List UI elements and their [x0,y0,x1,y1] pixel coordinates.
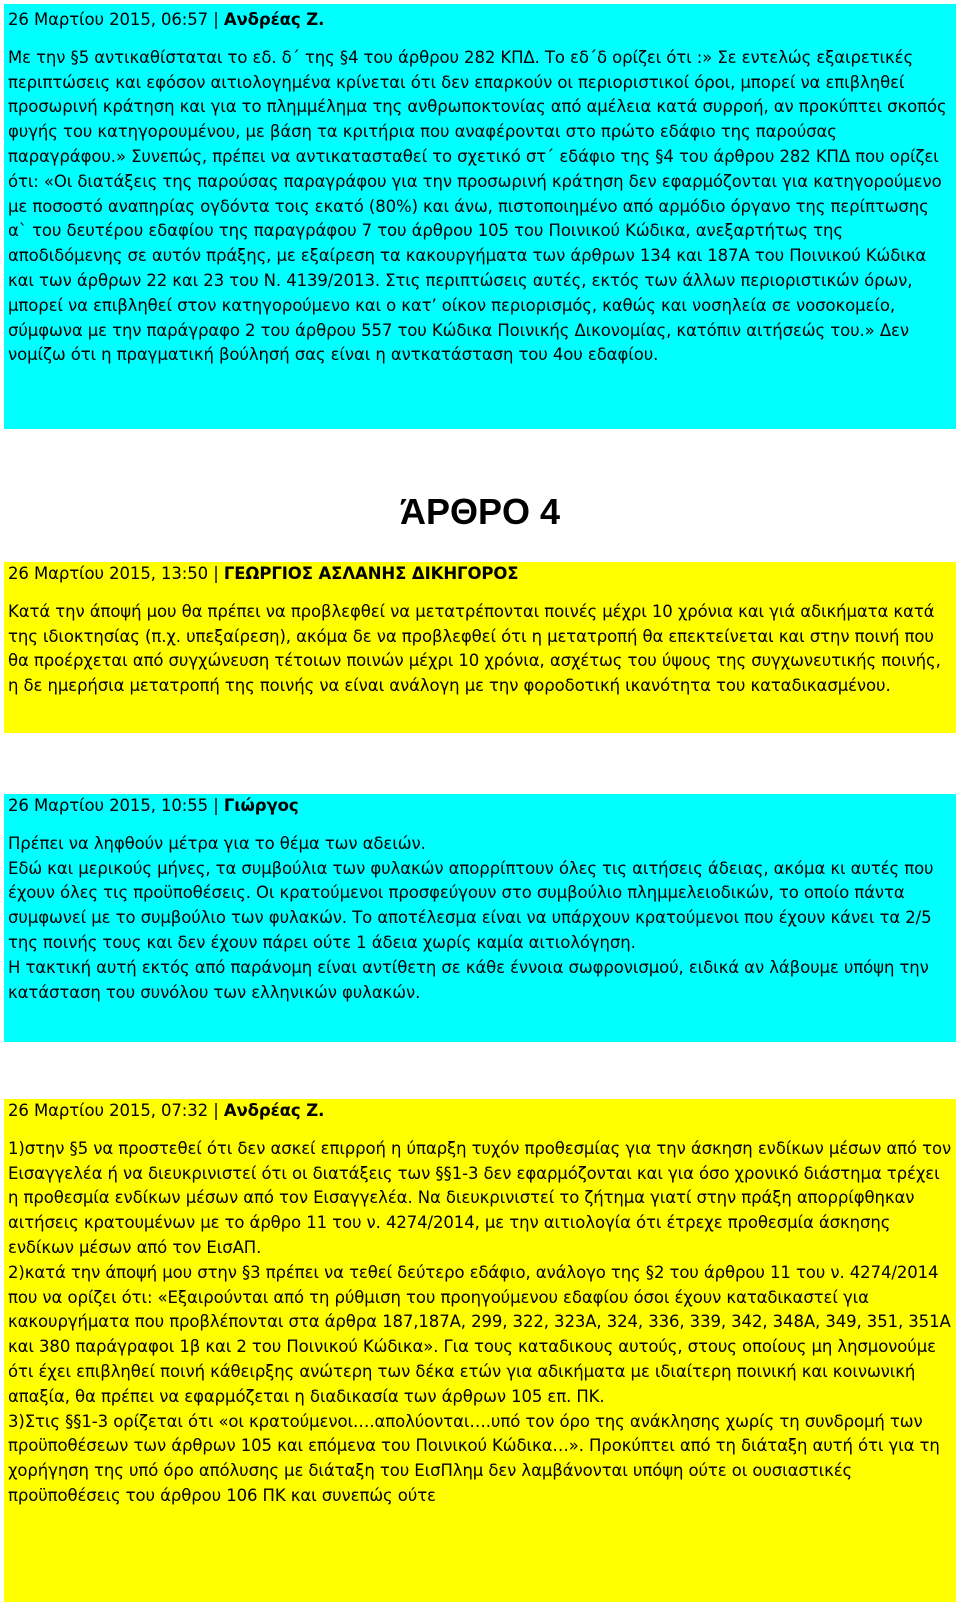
comment-meta: 26 Μαρτίου 2015, 13:50 | ΓΕΩΡΓΙΟΣ ΑΣΛΑΝΗΣ ΔΙΚΗΓΟΡΟΣ [8,564,519,583]
comment-meta: 26 Μαρτίου 2015, 06:57 | Ανδρέας Ζ. [8,10,325,29]
comment-paragraph: 2)κατά την άποψή μου στην §3 πρέπει να τεθεί δεύτερο εδάφιο, ανάλογο της §2 του άρθρου 11 του ν. 4274/2014 που να ορίζει ότι: «Εξαιρούνται από τη ρύθμιση του προηγούμενου εδαφίου όσοι έχουν καταδικαστεί για [8,1262,939,1307]
comment-paragraph: 1)στην §5 να προστεθεί ότι δεν ασκεί επιρροή η ύπαρξη τυχόν προθεσμίας για την άσκηση ενδίκων μέσων από τον Εισαγγελέα ή να διευκρινιστεί ότι οι διατάξεις των §§1-3 δεν εφαρμόζονται και για όσο χρονικό διάστημα τρέχει η προθεσμία ενδίκων μέσων από τον Εισαγγελέα. Να διευκρινιστεί το ζήτημα γιατί στην πράξη απορρίφθηκαν αιτήσεις κρατουμένων με το άρθρο 11 του ν. 4274/2014, με την αιτιολογία ότι έτρεχε προθεσμία άσκησης ενδίκων μέσων από τον ΕισΑΠ. [8,1138,952,1257]
comment-paragraph: Εδώ και μερικούς μήνες, τα συμβούλια των φυλακών απορρίπτουν όλες τις αιτήσεις άδειας, ακόμα κι αυτές που έχουν όλες τις προϋποθέσεις. Οι κρατούμενοι προσφεύγουν στο συμβούλιο πλημμελειοδικών, το οποίο πάντα συμφωνεί με το συμβούλιο των φυλακών. Το αποτέλεσμα είναι να υπάρχουν κρατούμενοι που έχουν κάνει τα 2/5 της ποινής τους και δεν έχουν πάρει ούτε 1 άδεια χωρίς καμία αιτιολόγηση. [8,858,934,952]
comment [4,1099,956,1602]
comment-paragraph: κακουργήματα που προβλέπονται στα άρθρα 187,187Α, 299, 322, 323Α, 324, 336, 339, 342, 348Α, 349, 351, 351Α και 380 παράγραφοι 1β και 2 του Ποινικού Κώδικα». Για τους καταδικους αυτούς, στους οποίους μη λησμονούμε ότι έχει επιβληθεί ποινή κάθειρξης ανώτερη των δέκα ετών για αδικήματα με ιδιαίτερη ποινική και κοινωνική απαξία, θα πρέπει να εφαρμόζεται η διαδικασία των άρθρων 105 επ. ΠΚ. [8,1312,951,1406]
comment-meta: 26 Μαρτίου 2015, 07:32 | Ανδρέας Ζ. [8,1101,325,1120]
comment-date: 26 Μαρτίου 2015, 06:57 [8,10,209,29]
comment-date: 26 Μαρτίου 2015, 07:32 [8,1101,209,1120]
comment [4,4,956,429]
comment [4,794,956,1042]
comment-paragraph: Με την §5 αντικαθίσταται το εδ. δ΄ της §4 του άρθρου 282 ΚΠΔ. Το εδ΄δ ορίζει ότι :» Σε εντελώς εξαιρετικές περιπτώσεις και εφόσον αιτιολογημένα κρίνεται ότι δεν επαρκούν οι περιοριστικοί όροι, μπορεί να επιβληθεί προσωρινή κράτηση και για το πλημμέλημα της ανθρωποκτονίας από αμέλεια κατά συρροή, αν προκύπτει σκοπός φυγής του κατηγορουμένου, με βάση τα κριτήρια που αναφέρονται στο πρώτο εδάφιο της παρούσας παραγράφου.» Συνεπώς, πρέπει να αντικατασταθεί το σχετικό στ΄ εδάφιο της §4 του άρθρου 282 ΚΠΔ που ορίζει ότι: «Οι διατάξεις της παρούσας παραγράφου για την προσωρινή κράτηση δεν εφαρμόζονται για κατηγορούμενο με ποσοστό αναπηρίας ογδόντα τοις εκατό (80%) και άνω, πιστοποιημένο από αρμόδιο όργανο της περίπτωσης α` του δευτέρου εδαφίου της παραγράφου 7 του άρθρου 105 του Ποινικού Κώδικα, ανεξαρτήτως της αποδιδόμενης σε αυτόν πράξης, με εξαίρεση τα κακουργήματα των άρθρων 134 και 187Α του Ποινικού Κώδικα και των άρθρων 22 και 23 του Ν. 4139/2013. Στις περιπτώσεις αυτές, εκτός των άλλων περιοριστικών όρων, μπορεί να επιβληθεί στον κατηγορούμενο και ο κατ’ οίκον περιορισμός, καθώς και νοσηλεία σε νοσοκομείο, σύμφωνα με την παράγραφο 2 του άρθρου 557 του Κώδικα Ποινικής Δικονομίας, κατόπιν αιτήσεώς του.» Δεν νομίζω ότι η πραγματική βούλησή σας είναι η αντκατάσταση του 4ου εδαφίου. [8,47,947,365]
comment-date: 26 Μαρτίου 2015, 13:50 [8,564,209,583]
comment-paragraph: Η τακτική αυτή εκτός από παράνομη είναι αντίθετη σε κάθε έννοια σωφρονισμού, ειδικά αν λάβουμε υπόψη την κατάσταση του συνόλου των ελληνικών φυλακών. [8,957,929,1002]
comment-paragraph: Κατά την άποψή μου θα πρέπει να προβλεφθεί να μετατρέπονται ποινές μέχρι 10 χρόνια και γιά αδικήματα κατά της ιδιοκτησίας (π.χ. υπεξαίρεση), ακόμα δε να προβλεφθεί ότι η μετατροπή θα επεκτείνεται και στην ποινή που θα προέρχεται από συγχώνευση τέτοιων ποινών μέχρι 10 χρόνια, ασχέτως του ύψους της συγχωνευτικής ποινής, η δε ημερήσια μετατροπή της ποινής να είναι ανάλογη με την φοροδοτική ικανότητα του καταδικασμένου. [8,601,941,696]
comment-author: Ανδρέας Ζ. [223,1101,325,1120]
comment-author: Ανδρέας Ζ. [223,10,325,29]
comment-author: Γιώργος [223,796,299,815]
comment-paragraph: Πρέπει να ληφθούν μέτρα για το θέμα των αδειών. [8,833,426,853]
comment-author: ΓΕΩΡΓΙΟΣ ΑΣΛΑΝΗΣ ΔΙΚΗΓΟΡΟΣ [223,564,519,583]
comment [4,562,956,733]
comment-paragraph: 3)Στις §§1-3 ορίζεται ότι «οι κρατούμενοι….απολύονται….υπό τον όρο της ανάκλησης χωρίς τη συνδρομή των προϋποθέσεων των άρθρων 105 και επόμενα του Ποινικού Κώδικα…». Προκύπτει από τη διάταξη αυτή ότι για τη χορήγηση της υπό όρο απόλυσης με διάταξη του ΕισΠλημ δεν λαμβάνονται υπόψη ούτε οι ουσιαστικές προϋποθέσεις του άρθρου 106 ΠΚ και συνεπώς ούτε [8,1411,940,1505]
comment-date: 26 Μαρτίου 2015, 10:55 [8,796,209,815]
comment-meta: 26 Μαρτίου 2015, 10:55 | Γιώργος [8,796,299,815]
article-heading: ΆΡΘΡΟ 4 [399,491,561,532]
